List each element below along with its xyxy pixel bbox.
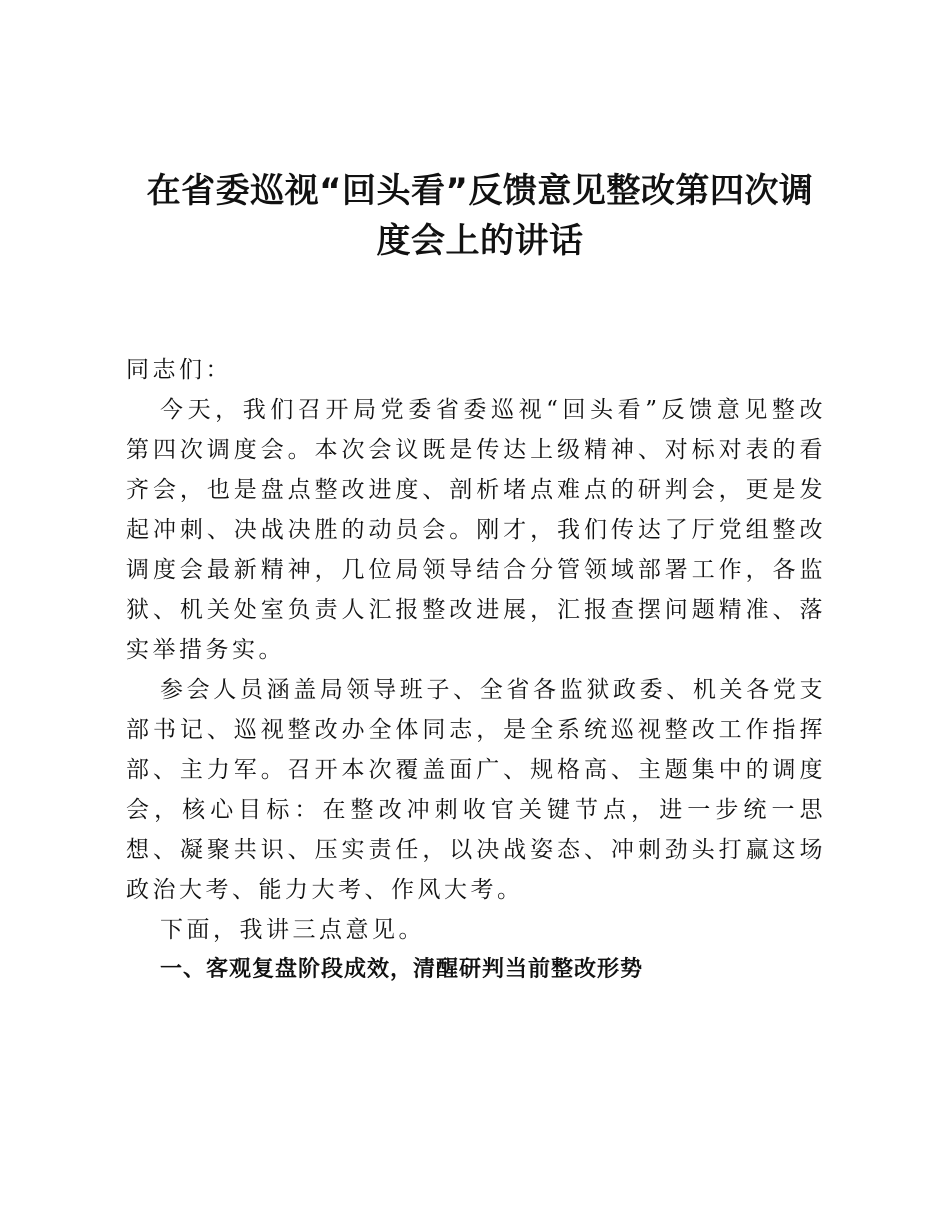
document-title xyxy=(95,166,865,266)
paragraph-attendees: 参会人员涵盖局领导班子、全省各监狱政委、机关各党支部书记、巡视整改办全体同志，是全系统巡视整改工作指挥部、主力军。召开本次覆盖面广、规格高、主题集中的调度会，核心目标：在整改冲刺收官关键节点，进一步统一思想、凝聚共识、压实责任，以决战姿态、冲刺劲头打赢这场政治大考、能力大考、作风大考。 xyxy=(126,677,826,903)
document-body xyxy=(126,350,826,990)
paragraph-opening: 今天，我们召开局党委省委巡视“回头看”反馈意见整改第四次调度会。本次会议既是传达上级精神、对标对表的看齐会，也是盘点整改进度、剖析堵点难点的研判会，更是发起冲刺、决战决胜的动员会。刚才，我们传达了厅党组整改调度会最新精神，几位局领导结合分管领域部署工作，各监狱、机关处室负责人汇报整改进展，汇报查摆问题精准、落实举措务实。 xyxy=(126,397,826,663)
title-line-1: 在省委巡视“回头看”反馈意见整改第四次调 xyxy=(146,171,814,211)
section-heading-1: 一、客观复盘阶段成效，清醒研判当前整改形势 xyxy=(160,957,644,982)
paragraph-transition: 下面，我讲三点意见。 xyxy=(160,917,425,943)
salutation: 同志们： xyxy=(126,357,232,383)
title-line-2: 度会上的讲话 xyxy=(376,221,584,261)
